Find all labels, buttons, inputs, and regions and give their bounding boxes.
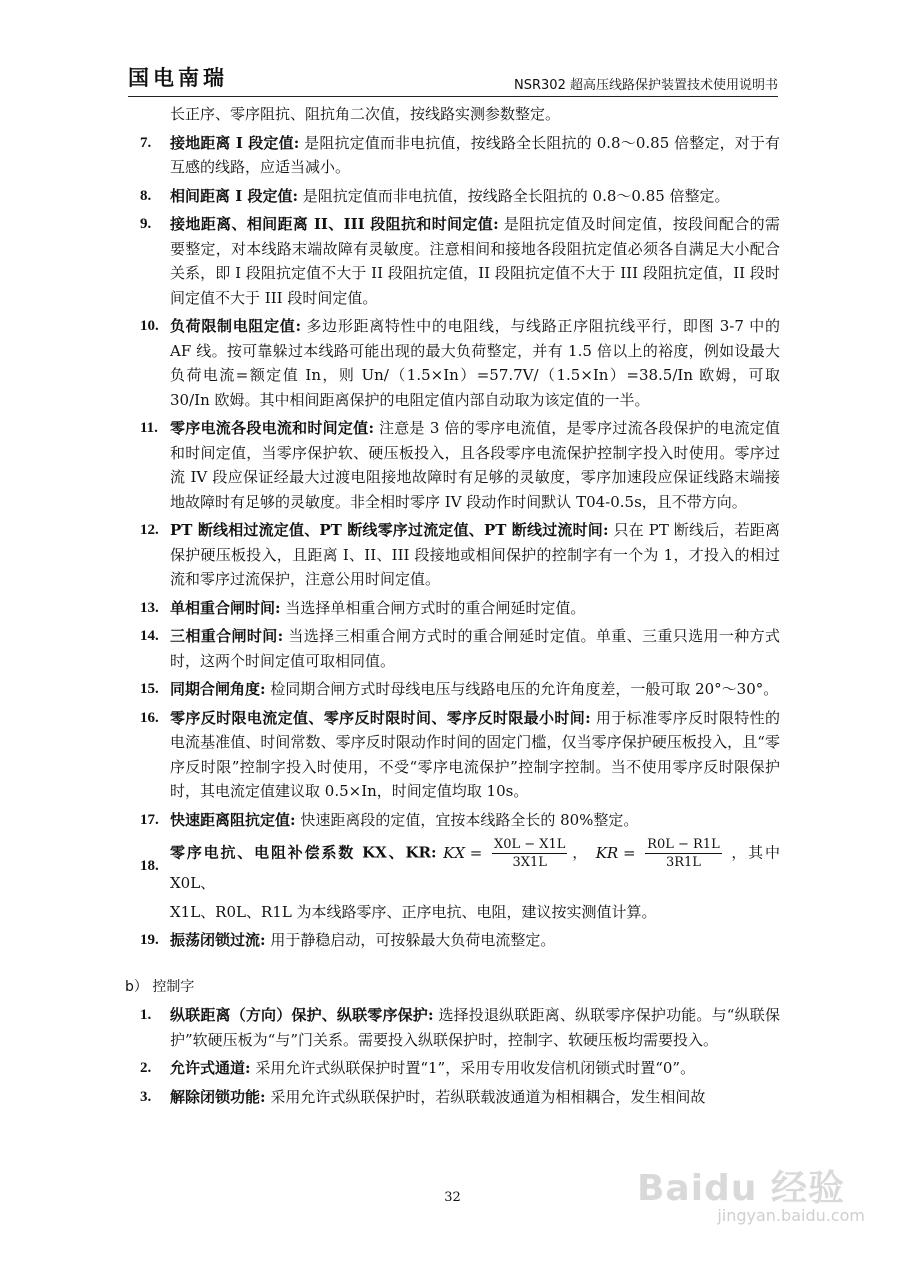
kr-numerator: R0L − R1L — [647, 837, 720, 852]
item-text: 多边形距离特性中的电阻线，与线路正序阻抗线平行，即图 3-7 中的 AF 线。按可靠躲过本线路可能出现的最大负荷整定，并有 1.5 倍以上的裕度，例如设最大负荷电流=额定值 In，则 Un/（1.5×In）=57.7V/（1.5×In）=38.5/In 欧姆，可取 30/In 欧姆。其中相间距离保护的电阻定值内部自动取为该定值的一半。 — [170, 317, 780, 409]
item-text: 只在 PT 断线后，若距离保护硬压板投入，且距离 I、II、III 段接地或相间保护的控制字有一个为 1，才投入的相过流和零序过流保护，注意公用时间定值。 — [170, 521, 781, 588]
kx-fraction — [492, 836, 567, 871]
item-number: 7. — [140, 134, 152, 151]
formula-continuation: X1L、R0L、R1L 为本线路零序、正序电抗、电阻，建议按实测值计算。 — [170, 902, 657, 921]
item-term: PT 断线相过流定值、PT 断线零序过流定值、PT 断线过流时间: — [170, 521, 609, 539]
item-number: 13. — [140, 599, 159, 616]
item-term: 三相重合闸时间: — [170, 627, 284, 645]
item-term: 零序电流各段电流和时间定值: — [170, 419, 374, 437]
list-item — [140, 314, 780, 412]
item-text: 当选择三相重合闸方式时的重合闸延时定值。单重、三重只选用一种方式时，这两个时间定值可取相同值。 — [170, 627, 780, 670]
item-term: 纵联距离（方向）保护、纵联零序保护: — [170, 1006, 434, 1024]
item-text: 注意是 3 倍的零序电流值，是零序过流各段保护的电流定值和时间定值，当零序保护软、硬压板投入，且各段零序电流保护控制字投入时使用。零序过流 IV 段应保证经最大过渡电阻接地故障时有足够的灵敏度，零序加速段应保证线路末端接地故障时有足够的灵敏度。非全相时零序 IV 段动作时间默认 T04-0.5s，且不带方向。 — [170, 419, 780, 511]
item-term: 负荷限制电阻定值: — [170, 317, 302, 335]
item-term: 振荡闭锁过流: — [170, 931, 266, 949]
item-term: 同期合闸角度: — [170, 680, 266, 698]
item-number: 9. — [140, 216, 152, 232]
item-term: 接地距离、相间距离 II、III 段阻抗和时间定值: — [170, 215, 499, 233]
item-number: 10. — [140, 318, 159, 334]
item-text: 是阻抗定值而非电抗值，按线路全长阻抗的 0.8～0.85 倍整定，对于有互感的线路，应适当减小。 — [170, 133, 781, 176]
list-item — [140, 808, 780, 833]
section-heading: b） 控制字 — [125, 978, 195, 995]
item-number: 12. — [140, 522, 159, 538]
page-number: 32 — [444, 1190, 461, 1205]
item-text: 用于标准零序反时限特性的电流基准值、时间常数、零序反时限动作时间的固定门槛，仅当零序保护硬压板投入，且“零序反时限”控制字投入时使用，不受“零序电流保护”控制字控制。当不使用零序反时限保护时，其电流定值建议取 0.5×In，时间定值均取 10s。 — [170, 708, 780, 800]
item-number: 8. — [140, 187, 152, 204]
item-text: 是阻抗定值而非电抗值，按线路全长阻抗的 0.8～0.85 倍整定。 — [298, 186, 730, 205]
list-item — [140, 928, 780, 953]
list-item — [140, 706, 780, 804]
formula-after-text: ，其中 X0L、 — [170, 843, 780, 892]
item-number: 14. — [140, 628, 159, 644]
kr-label: KR = — [595, 843, 636, 862]
page-header — [128, 60, 778, 98]
item-text: 是阻抗定值及时间定值，按段间配合的需要整定，对本线路末端故障有灵敏度。注意相间和接地各段阻抗定值必须各自满足大小配合关系，即 I 段阻抗定值不大于 II 段阻抗定值，II 段阻抗定值不大于 III 段阻抗定值，II 段时间定值不大于 III 段时间定值。 — [170, 215, 780, 307]
item-number: 2. — [140, 1060, 152, 1076]
list-item-formula: 18. 零序电抗、电阻补偿系数 KX、KR: KX = $\frac{X0L - X1L}{3X1L}$ ， KR = $\frac{R0L - R1L}{3R1L}$ ，其中 X0L、 — [140, 837, 780, 892]
continued-text: 长正序、零序阻抗、阻抗角二次值，按线路实测参数整定。 — [170, 105, 561, 123]
item-term: 零序反时限电流定值、零序反时限时间、零序反时限最小时间: — [170, 708, 591, 727]
page-content — [125, 102, 781, 1113]
list-item — [140, 212, 780, 310]
item-text: 用于静稳启动，可按躲最大负荷电流整定。 — [265, 931, 556, 949]
list-item — [140, 131, 780, 180]
kr-fraction — [645, 836, 722, 871]
item-term: 零序电抗、电阻补偿系数 KX、KR: — [170, 843, 437, 862]
list-item — [140, 1085, 780, 1110]
list-item — [140, 1003, 780, 1052]
item-number: 11. — [140, 420, 158, 436]
item-text: 检同期合闸方式时母线电压与线路电压的允许角度差，一般可取 20°～30°。 — [265, 680, 779, 698]
item-number: 3. — [140, 1088, 152, 1105]
item-number: 1. — [140, 1007, 152, 1023]
item-number: 15. — [140, 681, 159, 697]
item-term: 单相重合闸时间: — [170, 598, 281, 617]
item-term: 允许式通道: — [170, 1059, 251, 1077]
document-title: NSR302 超高压线路保护装置技术使用说明书 — [514, 78, 778, 93]
item-term: 快速距离阻抗定值: — [170, 810, 296, 829]
list-item — [140, 184, 780, 209]
list-item — [140, 677, 780, 702]
list-item — [140, 624, 780, 673]
watermark-url: jingyan.baidu.com — [717, 1206, 865, 1225]
item-text: 快速距离段的定值，宜按本线路全长的 80%整定。 — [295, 810, 639, 829]
item-term: 解除闭锁功能: — [170, 1087, 266, 1106]
kx-numerator: X0L − X1L — [493, 837, 566, 852]
item-term: 接地距离 I 段定值: — [170, 133, 300, 152]
item-text: 选择投退纵联距离、纵联零序保护功能。与“纵联保护”软硬压板为“与”门关系。需要投入纵联保护时，控制字、软硬压板均需要投入。 — [170, 1006, 780, 1049]
item-number: 17. — [140, 811, 159, 828]
item-text: 采用允许式纵联保护时置“1”，采用专用收发信机闭锁式时置“0”。 — [250, 1059, 696, 1077]
kr-denominator: 3R1L — [665, 855, 701, 870]
list-item — [140, 1056, 780, 1081]
item-text: 当选择单相重合闸方式时的重合闸延时定值。 — [280, 598, 586, 617]
watermark-logo: Baidu 经验 — [636, 1168, 845, 1209]
item-term: 相间距离 I 段定值: — [170, 186, 298, 205]
header-rule — [128, 96, 778, 97]
list-item — [140, 518, 780, 592]
item-number: 19. — [140, 932, 159, 948]
list-item — [140, 596, 780, 621]
list-item — [140, 416, 780, 514]
kx-denominator: 3X1L — [512, 855, 547, 870]
item-number: 16. — [140, 709, 159, 726]
kx-label: KX = — [443, 843, 483, 862]
item-text: 采用允许式纵联保护时，若纵联载波通道为相相耦合，发生相间故 — [265, 1087, 706, 1106]
company-logo: 国电南瑞 — [128, 66, 228, 90]
item-number: 18. — [140, 857, 159, 874]
